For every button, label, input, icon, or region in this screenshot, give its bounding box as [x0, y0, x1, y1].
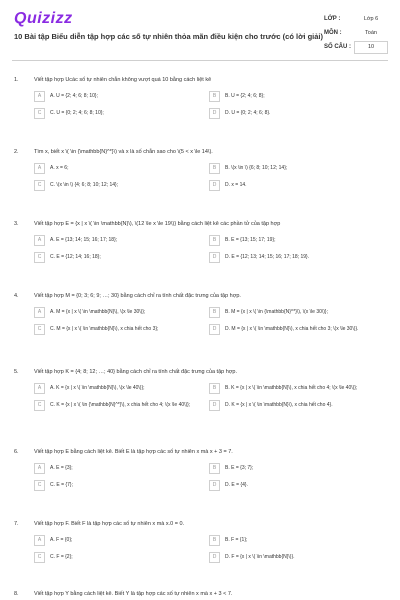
option-text: C. U = {0; 2; 4; 6; 8; 10};: [50, 110, 104, 116]
question-number: 3.: [14, 221, 19, 227]
question-number: 8.: [14, 591, 19, 597]
option[interactable]: [209, 162, 384, 174]
option[interactable]: [34, 90, 209, 102]
option[interactable]: [34, 251, 209, 263]
question-text: Tìm x, biết x \( \in {\mathbb{N}^*}\) và x là số chẵn sao cho \(5 < x \le 14\).: [34, 149, 213, 155]
option-key: D: [209, 400, 220, 411]
option-key: A: [34, 91, 45, 102]
option[interactable]: [34, 234, 209, 246]
options: [34, 382, 384, 411]
option-key: B: [209, 91, 220, 102]
question-text: Viết tập hợp Ucác số tự nhiên chẵn không vượt quá 10 bằng cách liệt kê: [34, 77, 212, 83]
question: [0, 520, 400, 590]
option[interactable]: [34, 551, 209, 563]
option[interactable]: [34, 479, 209, 491]
meta-value: 10: [354, 41, 388, 54]
option-key: C: [34, 108, 45, 119]
question-number: 7.: [14, 521, 19, 527]
option[interactable]: [209, 479, 384, 491]
option-key: B: [209, 163, 220, 174]
options: [34, 234, 384, 263]
option-text: B. F = {1};: [225, 537, 248, 543]
question-text: Viết tập hợp Y bằng cách liệt kê. Biết Y là tập hợp các số tự nhiên x mà x + 3 < 7.: [34, 591, 233, 597]
question-number: 6.: [14, 449, 19, 455]
option-key: D: [209, 480, 220, 491]
option-text: C. K = {x | x \( \in {\mathbb{N}^*}\), x chia hết cho 4; \(x \le 40\)};: [50, 402, 191, 408]
option[interactable]: [34, 462, 209, 474]
option[interactable]: [209, 179, 384, 191]
option-key: B: [209, 235, 220, 246]
question: [0, 76, 400, 148]
option-key: B: [209, 463, 220, 474]
option-text: C. M = {x | x \( \in \mathbb{N}\), x chia hết cho 3};: [50, 326, 159, 332]
option-key: C: [34, 324, 45, 335]
option-key: A: [34, 235, 45, 246]
option-key: A: [34, 307, 45, 318]
option[interactable]: [209, 107, 384, 119]
options: [34, 162, 384, 191]
option[interactable]: [34, 323, 209, 335]
option[interactable]: [209, 251, 384, 263]
option-key: C: [34, 180, 45, 191]
option-text: D. U = {0; 2; 4; 6; 8}.: [225, 110, 271, 116]
option-key: C: [34, 480, 45, 491]
option[interactable]: [209, 534, 384, 546]
question-text: Viết tập hợp E = {x | x \( \in \mathbb{N}\), \(12 \le x \le 19\)} bằng cách liệt kê các phần tử của tập hợp: [34, 221, 281, 227]
option-text: B. E = {3; 7};: [225, 465, 254, 471]
option-text: A. F = {0};: [50, 537, 73, 543]
question-text: Viết tập hợp F. Biết F là tập hợp các số tự nhiên x mà x.0 = 0.: [34, 521, 185, 527]
option-text: D. M = {x | x \( \in \mathbb{N}\), x chia hết cho 3; \(x \le 30\)}.: [225, 326, 359, 332]
option-key: C: [34, 400, 45, 411]
question-number: 5.: [14, 369, 19, 375]
question: [0, 448, 400, 520]
option-text: C. F = {2};: [50, 554, 73, 560]
option-text: C. \(x \in \) {4; 6; 8; 10; 12; 14};: [50, 182, 119, 188]
option-text: B. U = {2; 4; 6; 8};: [225, 93, 265, 99]
option-key: D: [209, 552, 220, 563]
options: [34, 306, 384, 335]
option-text: B. M = {x | x \( \in {\mathbb{N}^*}\), \(x \le 30\)};: [225, 309, 328, 315]
question-list: [0, 76, 400, 600]
option-key: D: [209, 180, 220, 191]
question-text: Viết tập hợp M = {0; 3; 6; 9; …; 30} bằng cách chỉ ra tính chất đặc trưng của tập hợp.: [34, 293, 241, 299]
options: [34, 462, 384, 491]
question-text: Viết tập hợp K = {4; 8; 12; …; 40} bằng cách chỉ ra tính chất đặc trưng của tập hợp.: [34, 369, 237, 375]
meta-value: Toán: [365, 30, 377, 36]
option[interactable]: [209, 382, 384, 394]
question-number: 2.: [14, 149, 19, 155]
option-text: C. E = {7};: [50, 482, 73, 488]
meta-label: SỐ CÂU :: [324, 44, 351, 50]
option-text: A. E = {13; 14; 15; 16; 17; 18};: [50, 237, 118, 243]
option-key: B: [209, 307, 220, 318]
option[interactable]: [34, 306, 209, 318]
question-number: 1.: [14, 77, 19, 83]
meta-row-subject: [324, 26, 388, 40]
option-key: A: [34, 535, 45, 546]
option-text: A. M = {x | x \( \in \mathbb{N}\), \(x \le 30\)};: [50, 309, 146, 315]
option-text: D. x = 14.: [225, 182, 247, 188]
option-key: D: [209, 324, 220, 335]
option-text: B. K = {x | x \( \in \mathbb{N}\), x chia hết cho 4; \(x \le 40\)};: [225, 385, 358, 391]
question: [0, 590, 400, 600]
option-text: A. x = 6;: [50, 165, 69, 171]
header-divider: [12, 60, 388, 61]
option-key: D: [209, 252, 220, 263]
question: [0, 220, 400, 292]
meta-label: LỚP :: [324, 16, 341, 22]
option[interactable]: [209, 551, 384, 563]
meta-value: Lớp 6: [363, 16, 379, 22]
worksheet-meta: [324, 12, 388, 54]
meta-label: MÔN :: [324, 30, 342, 36]
question: [0, 148, 400, 220]
option[interactable]: [209, 306, 384, 318]
option[interactable]: [209, 323, 384, 335]
options: [34, 534, 384, 563]
option[interactable]: [209, 399, 384, 411]
option-text: B. \(x \in \) {6; 8; 10; 12; 14};: [225, 165, 288, 171]
option-text: A. E = {3};: [50, 465, 73, 471]
option-text: C. E = {12; 14; 16; 18};: [50, 254, 101, 260]
question: [0, 368, 400, 448]
option[interactable]: [209, 462, 384, 474]
option[interactable]: [209, 234, 384, 246]
option-key: A: [34, 163, 45, 174]
question-number: 4.: [14, 293, 19, 299]
option[interactable]: [34, 399, 209, 411]
option-text: A. U = {2; 4; 6; 8; 10};: [50, 93, 98, 99]
option-text: B. E = {13; 15; 17; 19};: [225, 237, 276, 243]
question-text: Viết tập hợp E bằng cách liệt kê. Biết E là tập hợp các số tự nhiên x mà x + 3 = 7.: [34, 449, 233, 455]
option-key: C: [34, 252, 45, 263]
option[interactable]: [209, 90, 384, 102]
option[interactable]: [34, 162, 209, 174]
option-text: D. F = {x | x \( \in \mathbb{N}\)}.: [225, 554, 295, 560]
option-key: B: [209, 535, 220, 546]
meta-row-count: [324, 40, 388, 54]
meta-row-class: [324, 12, 388, 26]
option[interactable]: [34, 382, 209, 394]
worksheet-title: 10 Bài tập Biểu diễn tập hợp các số tự nhiên thỏa mãn điều kiện cho trước (có lời giải): [14, 32, 323, 41]
option-text: D. E = {4}.: [225, 482, 248, 488]
option-key: D: [209, 108, 220, 119]
quizizz-logo: Quizizz: [14, 10, 73, 27]
option-key: C: [34, 552, 45, 563]
option-text: D. K = {x | x \( \in \mathbb{N}\), x chia hết cho 4}.: [225, 402, 333, 408]
option-key: A: [34, 463, 45, 474]
option[interactable]: [34, 107, 209, 119]
option-text: D. E = {12; 13; 14; 15; 16; 17; 18; 19}.: [225, 254, 310, 260]
option[interactable]: [34, 179, 209, 191]
option-key: B: [209, 383, 220, 394]
option-key: A: [34, 383, 45, 394]
option-text: A. K = {x | x \( \in \mathbb{N}\), \(x \le 40\)};: [50, 385, 145, 391]
worksheet-header: [0, 0, 400, 64]
option[interactable]: [34, 534, 209, 546]
options: [34, 90, 384, 119]
question: [0, 292, 400, 368]
